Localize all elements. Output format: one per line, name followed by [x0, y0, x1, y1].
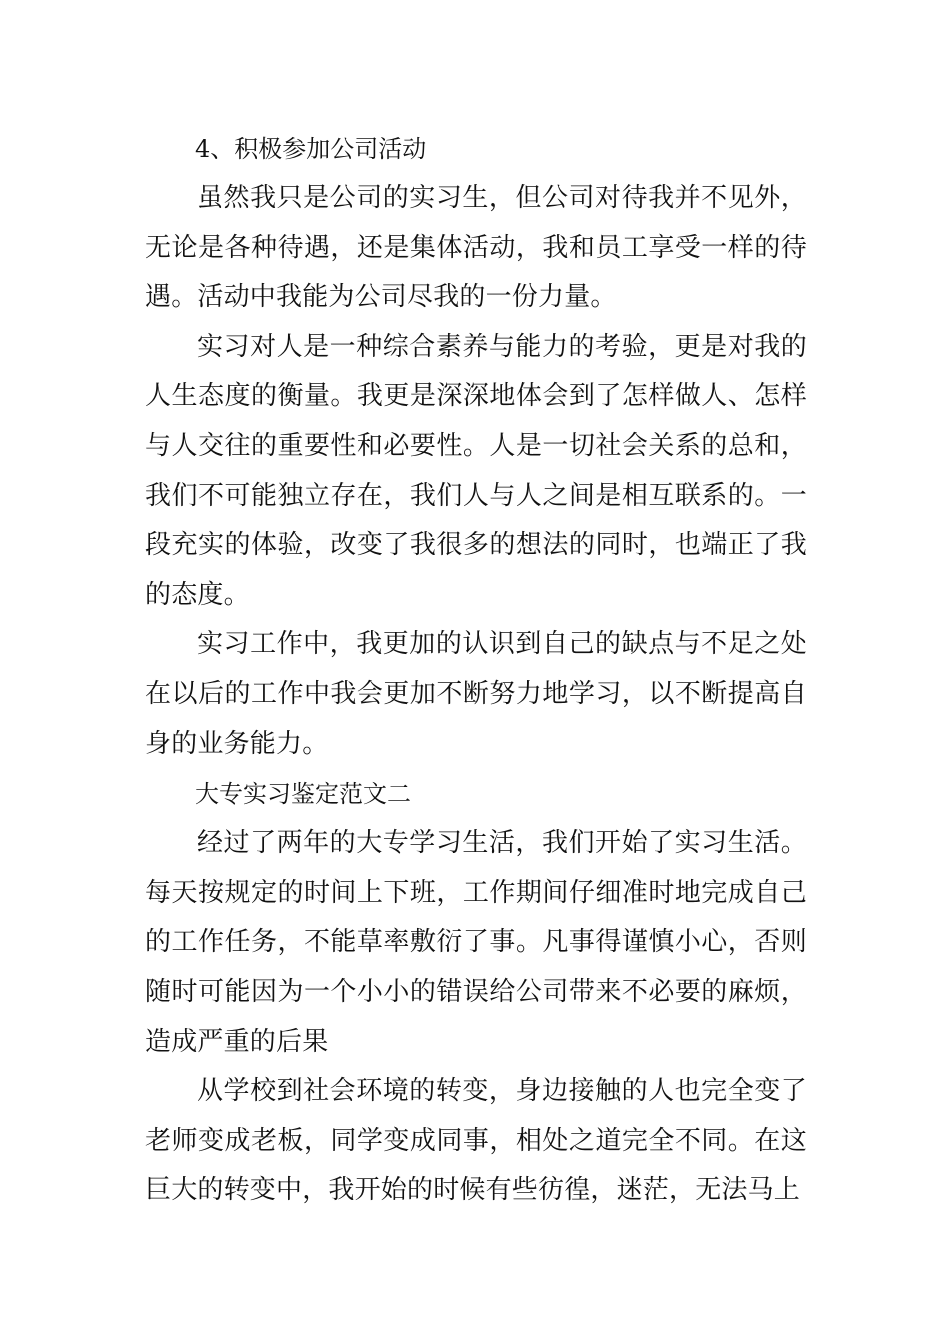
section-heading: 4、积极参加公司活动 — [195, 135, 427, 163]
paragraph: 实习工作中，我更加的认识到自己的缺点与不足之处在以后的工作中我会更加不断努力地学习，以不断提高自身的业务能力。 — [145, 629, 807, 759]
section-heading: 大专实习鉴定范文二 — [195, 780, 411, 809]
paragraph: 实习对人是一种综合素养与能力的考验，更是对我的人生态度的衡量。我更是深深地体会到了怎样做人、怎样与人交往的重要性和必要性。人是一切社会关系的总和，我们不可能独立存在，我们人与人之间是相互联系的。一段充实的体验，改变了我很多的想法的同时，也端正了我的态度。 — [145, 331, 807, 610]
paragraph: 虽然我只是公司的实习生，但公司对待我并不见外，无论是各种待遇，还是集体活动，我和员工享受一样的待遇。活动中我能为公司尽我的一份力量。 — [145, 183, 807, 313]
paragraph: 从学校到社会环境的转变，身边接触的人也完全变了老师变成老板，同学变成同事，相处之道完全不同。在这巨大的转变中，我开始的时候有些彷徨，迷茫，无法马上 — [145, 1076, 807, 1206]
paragraph: 经过了两年的大专学习生活，我们开始了实习生活。每天按规定的时间上下班，工作期间仔细准时地完成自己的工作任务，不能草率敷衍了事。凡事得谨慎小心，否则随时可能因为一个小小的错误给公司带来不必要的麻烦，造成严重的后果 — [145, 828, 807, 1057]
document-body — [145, 124, 807, 1216]
